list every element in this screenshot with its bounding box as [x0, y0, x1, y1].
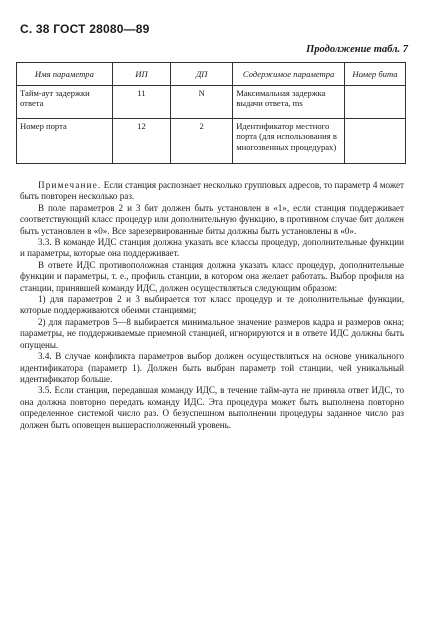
cell-content: Максимальная задержка выдачи ответа, ms	[233, 86, 345, 119]
cell-name: Номер порта	[17, 119, 113, 164]
cell-ip: 12	[112, 119, 170, 164]
paragraph: 3.4. В случае конфликта параметров выбор должен осуществляться на основе уникального идентификатора (параметр 1). Должен быть выбран параметр той станции, чей уникальный идентификатор больше.	[20, 351, 404, 384]
col-header-dp: ДП	[171, 63, 233, 86]
cell-dp: N	[171, 86, 233, 119]
cell-bit	[345, 119, 406, 164]
note-text: Если станция распознает несколько групповых адресов, то параметр 4 может быть повторен несколько раз.	[20, 180, 404, 202]
table-header-row	[17, 63, 406, 86]
cell-bit	[345, 86, 406, 119]
body-text	[20, 180, 404, 431]
cell-content: Идентификатор местного порта (для использования в многозвенных процедурах)	[233, 119, 345, 164]
note-label: Примечание.	[38, 180, 102, 190]
page-header: С. 38 ГОСТ 28080—89	[20, 22, 150, 36]
table-row	[17, 86, 406, 119]
cell-name: Тайм-аут задержки ответа	[17, 86, 113, 119]
col-header-ip: ИП	[112, 63, 170, 86]
col-header-name: Имя параметра	[17, 63, 113, 86]
paragraph: 3.5. Если станция, передавшая команду ИДС, в течение тайм-аута не приняла ответ ИДС, то она должна повторно передать команду ИДС. Эта процедура может быть выполнена повторно определенное системой число раз. О безуспешном выполнении процедуры заданное число раз должен быть оповещен вышерасположенный уровень.	[20, 385, 404, 430]
cell-dp: 2	[171, 119, 233, 164]
col-header-bit: Номер бита	[345, 63, 406, 86]
paragraph: 1) для параметров 2 и 3 выбирается тот класс процедур и те дополнительные функции, которые поддерживаются обеими станциями;	[20, 294, 404, 316]
table-continuation-label: Продолжение табл. 7	[306, 44, 408, 55]
col-header-content: Содержимое параметра	[233, 63, 345, 86]
paragraph: 3.3. В команде ИДС станция должна указать все классы процедур, дополнительные функции и параметры, которые она поддерживает.	[20, 237, 404, 259]
table-row	[17, 119, 406, 164]
paragraph: 2) для параметров 5—8 выбирается минимальное значение размеров кадра и размеров окна; параметры, не поддерживаемые приемной станцией, игнорируются и в ответе ИДС должны быть опущены.	[20, 316, 404, 350]
cell-ip: 11	[112, 86, 170, 119]
parameters-table	[16, 62, 406, 164]
paragraph: В ответе ИДС противоположная станция должна указать класс процедур, дополнительные функции и параметры, т. е., профиль станции, в котором она желает работать. Выбор профиля на станции, принявшей команду ИДС, должен осуществляться следующим образом:	[20, 259, 404, 293]
paragraph: В поле параметров 2 и 3 бит должен быть установлен в «1», если станция поддерживает соответствующий класс процедур или дополнительную функцию, в противном случае бит должен быть установлен в «0». Все зарезервированные биты должны быть установлены в «0».	[20, 202, 404, 236]
note-paragraph	[20, 180, 404, 203]
